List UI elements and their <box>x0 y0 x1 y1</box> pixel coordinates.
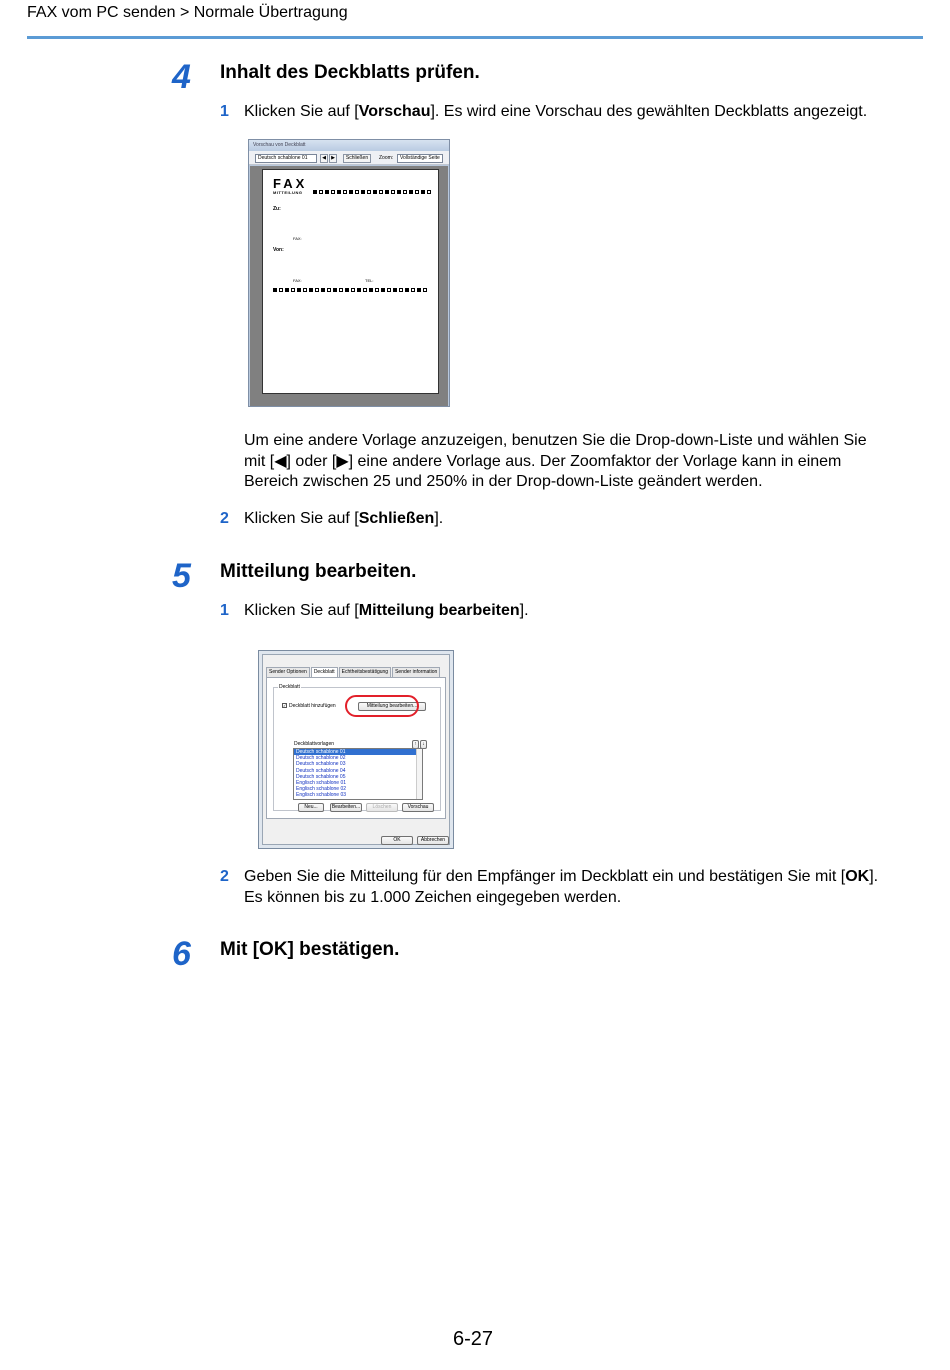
fax-to-label: FAX: <box>293 236 302 241</box>
tab-sender-information[interactable]: Sender information <box>392 667 440 678</box>
step-5-number: 5 <box>172 557 191 595</box>
fax-from-label: FAX: <box>293 278 302 283</box>
tab-cover-page[interactable]: Deckblatt <box>311 667 338 678</box>
step-6-title: Mit [OK] bestätigen. <box>220 939 400 960</box>
cancel-button[interactable]: Abbrechen <box>417 836 449 845</box>
template-note-line-1: Um eine andere Vorlage anzuzeigen, benutzen Sie die Drop-down-Liste und wählen Sie <box>244 432 867 449</box>
preview-area <box>250 166 448 406</box>
mitteilung-label: MITTEILUNG <box>273 190 303 195</box>
list-item[interactable]: Englisch schablone 01 <box>296 780 347 787</box>
page-number: 6-27 <box>453 1328 494 1350</box>
step-5-2-line-1: Geben Sie die Mitteilung für den Empfänger im Deckblatt ein und bestätigen Sie mit [OK]. <box>244 868 879 885</box>
checkbox-row-bottom <box>273 288 427 292</box>
template-note <box>244 431 867 493</box>
cover-page <box>262 169 439 394</box>
checkbox-row-top <box>313 190 431 194</box>
move-down-button[interactable]: ↓ <box>420 740 427 749</box>
add-cover-checkbox[interactable] <box>282 703 336 709</box>
tab-authentication[interactable]: Echtheitsbestätigung <box>339 667 391 678</box>
fax-heading: FAX <box>273 176 308 191</box>
template-note-line-3: Bereich zwischen 25 und 250% in der Drop-down-Liste geändert werden. <box>244 473 763 490</box>
list-item[interactable]: Deutsch schablone 05 <box>296 773 346 780</box>
next-template-button[interactable]: ▶ <box>329 154 337 163</box>
header-divider <box>27 36 923 39</box>
step-4-1-text: Klicken Sie auf [Vorschau]. Es wird eine Vorschau des gewählten Deckblatts angezeigt. <box>244 103 868 120</box>
step-4-number: 4 <box>172 58 191 96</box>
von-label: Von: <box>273 247 284 253</box>
step-5-2-number: 2 <box>220 868 229 885</box>
checkmark-icon: ✓ <box>283 703 287 709</box>
list-item[interactable]: Englisch schablone 02 <box>296 786 347 793</box>
new-button[interactable]: Neu... <box>298 803 324 812</box>
step-4-2-text: Klicken Sie auf [Schließen]. <box>244 510 444 527</box>
list-item[interactable]: Deutsch schablone 04 <box>296 767 346 774</box>
step-5-title: Mitteilung bearbeiten. <box>220 561 417 582</box>
highlight-ring <box>345 695 419 717</box>
list-item[interactable]: Deutsch schablone 03 <box>296 761 346 768</box>
preview-button[interactable]: Vorschau <box>402 803 434 812</box>
step-4-title: Inhalt des Deckblatts prüfen. <box>220 62 480 83</box>
template-note-line-2: mit [◀] oder [▶] eine andere Vorlage aus. Der Zoomfaktor der Vorlage kann in einem <box>244 452 842 470</box>
preview-titlebar: Vorschau von Deckblatt <box>249 140 449 151</box>
ok-button[interactable]: OK <box>381 836 413 845</box>
breadcrumb: FAX vom PC senden > Normale Übertragung <box>27 4 348 21</box>
list-scrollbar[interactable] <box>416 749 422 799</box>
step-5-1-number: 1 <box>220 602 229 619</box>
tab-sender-options[interactable]: Sender Optionen <box>266 667 310 678</box>
step-5-2-line-2: Es können bis zu 1.000 Zeichen eingegeben werden. <box>244 888 622 906</box>
templates-list[interactable] <box>293 748 423 800</box>
add-cover-label: Deckblatt hinzufügen <box>289 703 336 709</box>
step-4-1-number: 1 <box>220 103 229 120</box>
tel-label: TEL: <box>365 278 374 283</box>
dialog-body <box>262 654 450 845</box>
cover-preview-screenshot <box>248 139 450 407</box>
step-5-1-text: Klicken Sie auf [Mitteilung bearbeiten]. <box>244 602 529 619</box>
step-5-2-text <box>244 867 878 908</box>
move-up-button[interactable]: ↑ <box>412 740 419 749</box>
zu-label: Zu: <box>273 206 281 212</box>
list-item[interactable]: Deutsch schablone 01 <box>294 749 422 755</box>
zoom-label: Zoom: <box>379 155 394 161</box>
list-item[interactable]: Deutsch schablone 02 <box>296 755 346 762</box>
templates-label: Deckblattvorlagen <box>294 741 335 747</box>
edit-button[interactable]: Bearbeiten... <box>331 804 361 810</box>
template-dropdown[interactable]: Deutsch schablone 01 <box>255 154 317 163</box>
close-button[interactable]: Schließen <box>343 154 371 163</box>
zoom-dropdown[interactable]: Vollständige Seite <box>397 154 443 163</box>
preview-toolbar <box>249 151 449 165</box>
edit-message-button[interactable]: Mitteilung bearbeiten... <box>358 702 426 711</box>
list-item[interactable]: Englisch schablone 03 <box>296 792 347 799</box>
delete-button[interactable]: Löschen <box>366 803 398 812</box>
prev-template-button[interactable]: ◀ <box>320 154 328 163</box>
step-4-2-number: 2 <box>220 510 229 527</box>
cover-settings-screenshot <box>258 650 454 849</box>
step-6-number: 6 <box>172 935 191 973</box>
group-label: Deckblatt <box>279 684 300 690</box>
